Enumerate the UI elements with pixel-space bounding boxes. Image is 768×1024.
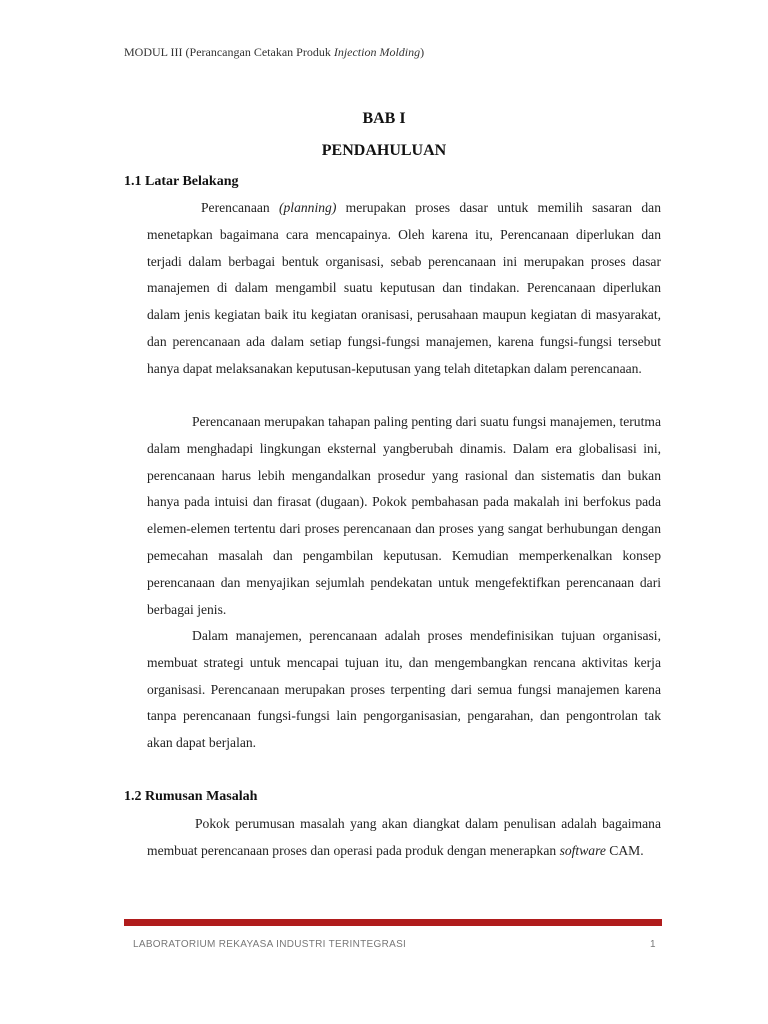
running-header [124, 45, 424, 60]
paragraph-text: merupakan proses dasar untuk memilih sasaran dan menetapkan bagaimana cara mencapainya. Oleh karena itu, Perencanaan diperlukan dan terjadi dalam berbagai bentuk organisasi, sebab perencanaan ini merupakan proses dasar manajemen di dalam mengambil suatu keputusan dan tindakan. Perencanaan diperlukan dalam jenis kegiatan baik itu kegiatan oranisasi, perusahaan maupun kegiatan di masyarakat, dan perencanaan ada dalam setiap fungsi-fungsi manajemen, karena fungsi-fungsi tersebut hanya dapat melaksanakan keputusan-keputusan yang telah ditetapkan dalam perencanaan. [147, 200, 662, 376]
paragraph-text: Pokok perumusan masalah yang akan diangkat dalam penulisan adalah bagaimana membuat perencanaan proses dan operasi pada produk dengan menerapkan [147, 816, 661, 858]
footer-lab-name: LABORATORIUM REKAYASA INDUSTRI TERINTEGRASI [133, 939, 407, 950]
section-heading-latar-belakang: 1.1 Latar Belakang [124, 174, 239, 189]
section-heading-rumusan-masalah: 1.2 Rumusan Masalah [124, 789, 258, 804]
footer-page-number: 1 [650, 939, 656, 950]
paragraph-latar-belakang-1 [147, 195, 661, 383]
paragraph-text: Perencanaan [201, 200, 279, 215]
chapter-label: BAB I [362, 110, 406, 127]
header-module-italic: Injection Molding [333, 45, 421, 59]
header-module-prefix: MODUL III (Perancangan Cetakan Produk [124, 45, 334, 59]
paragraph-rumusan-masalah [147, 811, 661, 865]
paragraph-text: CAM. [605, 842, 644, 858]
footer-divider-bar [124, 919, 662, 926]
paragraph-latar-belakang-2: Perencanaan merupakan tahapan paling penting dari suatu fungsi manajemen, terutma dalam menghadapi lingkungan eksternal yangberubah dinamis. Dalam era globalisasi ini, perencanaan harus lebih mengandalkan prosedur yang rasional dan sistematis dan bukan hanya pada intuisi dan firasat (dugaan). Pokok pembahasan pada makalah ini berfokus pada elemen-elemen tertentu dari proses perencanaan dan proses yang sangat berhubungan dengan pemecahan masalah dan pengambilan keputusan. Kemudian memperkenalkan konsep perencanaan dan menyajikan sejumlah pendekatan untuk mengefektifkan perencanaan dari berbagai jenis. [147, 414, 661, 617]
chapter-title: PENDAHULUAN [321, 142, 447, 159]
paragraph-italic-term: software [559, 842, 606, 858]
header-module-suffix: ) [420, 45, 425, 59]
paragraph-italic-term: (planning) [278, 200, 337, 215]
paragraph-latar-belakang-3: Dalam manajemen, perencanaan adalah proses mendefinisikan tujuan organisasi, membuat strategi untuk mencapai tujuan itu, dan mengembangkan rencana aktivitas kerja organisasi. Perencanaan merupakan proses terpenting dari semua fungsi manajemen karena tanpa perencanaan fungsi-fungsi lain pengorganisasian, pengarahan, dan pengontrolan tak akan dapat berjalan. [147, 628, 661, 751]
